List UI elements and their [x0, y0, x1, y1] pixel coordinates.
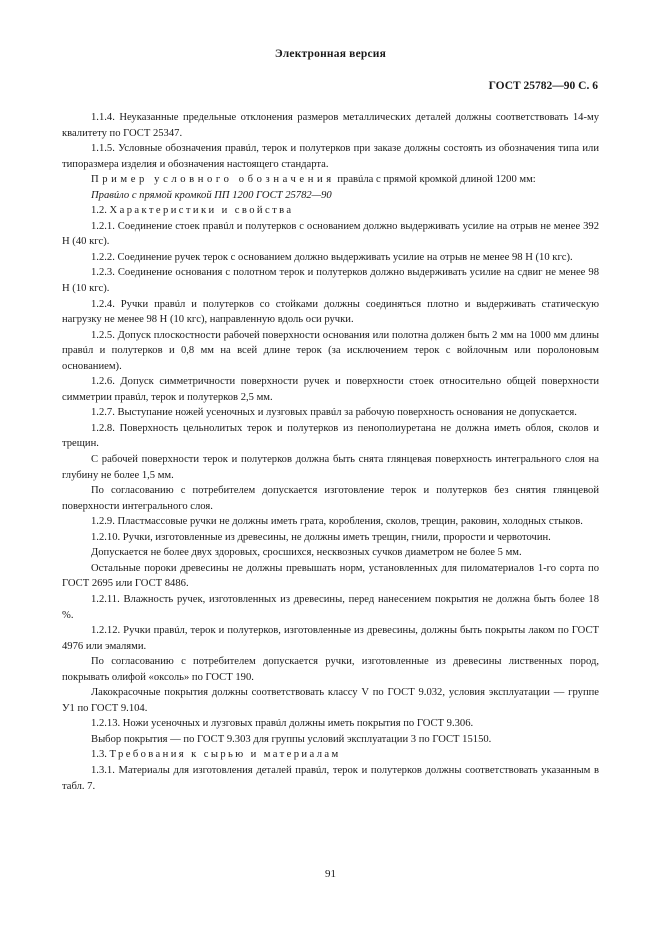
paragraph-1-2-10-b: Допускается не более двух здоровых, сросшихся, несквозных сучков диаметром не более 5 мм. [91, 547, 522, 559]
page-number: 91 [325, 868, 336, 880]
example-designation-code: Правúло с прямой кромкой ПП 1200 ГОСТ 25782—90 [91, 189, 332, 201]
paragraph-1-2-13-b: Выбор покрытия — по ГОСТ 9.303 для группы условий эксплуатации 3 по ГОСТ 15150. [91, 733, 492, 745]
paragraph-1-2-6: 1.2.6. Допуск симметричности поверхности ручек и поверхности стоек относительно общей поверхности симметрии правúл, терок и полутерков 2,5 мм. [62, 376, 599, 403]
paragraph-1-2-1: 1.2.1. Соединение стоек правúл и полутерков с основанием должно выдерживать усилие на отрыв не менее 392 Н (40 кгс). [62, 220, 599, 248]
paragraph-1-2-12: 1.2.12. Ручки правúл, терок и полутерков, изготовленные из древесины, должны быть покрыты лаком по ГОСТ 4976 или эмалями. [62, 625, 599, 652]
paragraph-1-2-11: 1.2.11. Влажность ручек, изготовленных из древесины, перед нанесением покрытия не должна быть более 18 %. [62, 593, 599, 621]
example-designation [62, 172, 599, 188]
paragraph-1-3-1: 1.3.1. Материалы для изготовления деталей правúл, терок и полутерков должны соответствовать указанным в табл. 7. [62, 764, 599, 792]
paragraph-1-1-4: 1.1.4. Неуказанные предельные отклонения размеров металлических деталей должны соответствовать 14-му квалитету по ГОСТ 25347. [62, 112, 599, 139]
paragraph-1-2-8-c: По согласованию с потребителем допускается изготовление терок и полутерков без снятия глянцевой поверхности интегрального слоя. [62, 485, 599, 512]
document-body [62, 110, 599, 794]
paragraph-1-2-12-b: По согласованию с потребителем допускается ручки, изготовленные из древесины лиственных пород, покрывать олифой «оксоль» по ГОСТ 190. [62, 656, 599, 683]
paragraph-1-2-3: 1.2.3. Соединение основания с полотном терок и полутерков должно выдерживать усилие на сдвиг не менее 98 Н (10 кгс). [62, 267, 599, 295]
paragraph-1-1-5: 1.1.5. Условные обозначения правúл, терок и полутерков при заказе должны состоять из обозначения типа или типоразмера изделия и обозначения настоящего стандарта. [62, 143, 599, 170]
paragraph-1-2-4: 1.2.4. Ручки правúл и полутерков со стойками должны соединяться плотно и выдерживать статическую нагрузку не менее 98 Н (10 кгс), направленную вдоль оси ручки. [62, 298, 599, 326]
paragraph-1-2-8-b: С рабочей поверхности терок и полутерков должна быть снята глянцевая поверхность интегрального слоя на глубину не более 1,5 мм. [62, 454, 599, 481]
standard-page-header: ГОСТ 25782—90 С. 6 [488, 80, 598, 92]
example-text: правúла с прямой кромкой длиной 1200 мм: [337, 174, 536, 186]
paragraph-1-2-12-c: Лакокрасочные покрытия должны соответствовать классу V по ГОСТ 9.032, условия эксплуатации — группе У1 по ГОСТ 9.104. [62, 687, 599, 714]
paragraph-1-2-13: 1.2.13. Ножи усеночных и лузговых правúл должны иметь покрытия по ГОСТ 9.306. [91, 718, 474, 730]
paragraph-1-2-9: 1.2.9. Пластмассовые ручки не должны иметь грата, коробления, сколов, трещин, раковин, холодных стыков. [91, 516, 583, 528]
example-label: Пример условного обозначения [91, 174, 335, 186]
paragraph-1-2-8: 1.2.8. Поверхность цельнолитых терок и полутерков из пенополиуретана не должна иметь облоя, сколов и трещин. [62, 422, 599, 450]
paragraph-1-2-10-c: Остальные пороки древесины не должны превышать норм, установленных для пиломатериалов 1-го сорта по ГОСТ 2695 или ГОСТ 8486. [62, 562, 599, 590]
paragraph-1-2-5: 1.2.5. Допуск плоскостности рабочей поверхности основания или полотна должен быть 2 мм на 1000 мм длины правúл и полутерков и 0,8 мм на всей длине терок (за исключением терок с войлочным или поролоновым основанием). [62, 329, 599, 372]
section-heading-1-3: 1.3. Требования к сырью и материалам [91, 749, 341, 761]
section-heading-1-2: 1.2. Характеристики и свойства [91, 205, 294, 217]
paragraph-1-2-10: 1.2.10. Ручки, изготовленные из древесины, не должны иметь трещин, гнили, прорости и червоточин. [91, 531, 551, 543]
paragraph-1-2-7: 1.2.7. Выступание ножей усеночных и лузговых правúл за рабочую поверхность основания не допускается. [91, 407, 577, 419]
paragraph-1-2-2: 1.2.2. Соединение ручек терок с основанием должно выдерживать усилие на отрыв не менее 98 Н (10 кгс). [91, 251, 573, 263]
electronic-version-label: Электронная версия [274, 48, 387, 60]
